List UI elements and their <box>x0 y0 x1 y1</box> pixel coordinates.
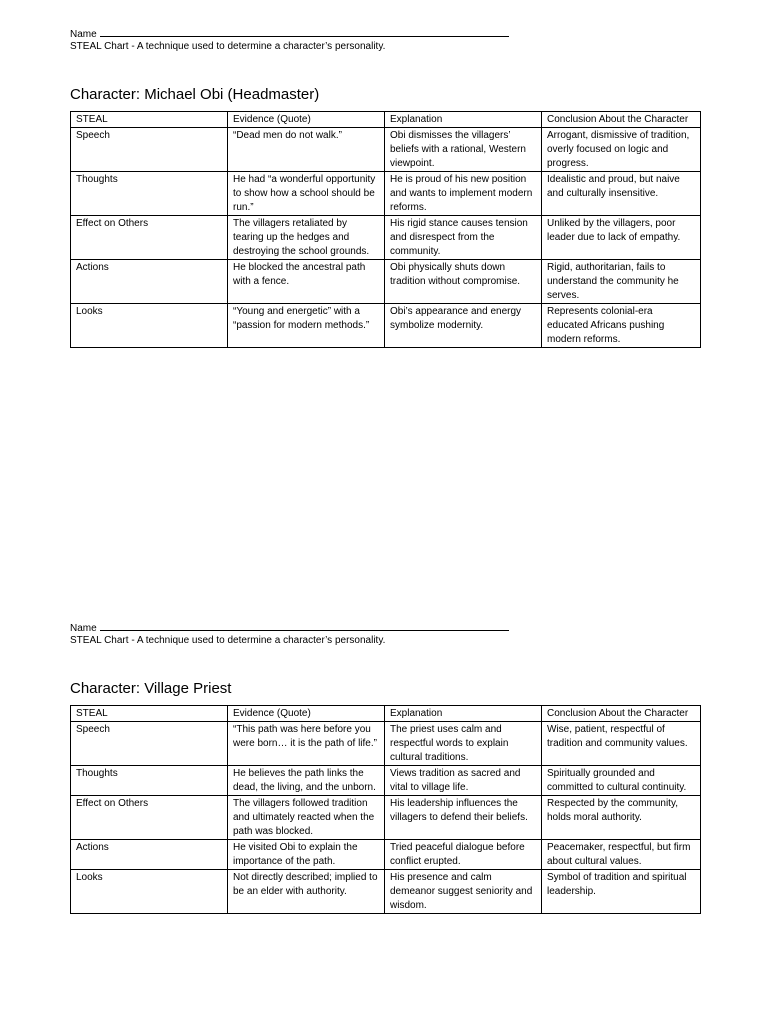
name-blank-line <box>100 27 509 37</box>
table-cell: Symbol of tradition and spiritual leadership. <box>542 870 701 914</box>
header-cell: Conclusion About the Character <box>542 706 701 722</box>
table-cell: Represents colonial-era educated Africans pushing modern reforms. <box>542 304 701 348</box>
table-cell: Effect on Others <box>71 796 228 840</box>
table-row <box>71 216 701 260</box>
table-cell: Actions <box>71 260 228 304</box>
name-field <box>70 27 700 40</box>
character-title: Character: Michael Obi (Headmaster) <box>70 86 320 103</box>
name-label: Name <box>70 29 97 40</box>
table-cell: Obi dismisses the villagers’ beliefs with a rational, Western viewpoint. <box>385 128 542 172</box>
table-cell: Wise, patient, respectful of tradition and community values. <box>542 722 701 766</box>
table-cell: Speech <box>71 722 228 766</box>
table-cell: His rigid stance causes tension and disrespect from the community. <box>385 216 542 260</box>
header-cell: Explanation <box>385 706 542 722</box>
table-cell: Thoughts <box>71 766 228 796</box>
table-cell: Looks <box>71 870 228 914</box>
table-cell: Arrogant, dismissive of tradition, overly focused on logic and progress. <box>542 128 701 172</box>
header-cell: STEAL <box>71 706 228 722</box>
name-blank-line <box>100 621 509 631</box>
table-cell: “Young and energetic” with a “passion for modern methods.” <box>228 304 385 348</box>
table-row <box>71 260 701 304</box>
worksheet-section-1 <box>70 27 700 348</box>
table-cell: He is proud of his new position and wants to implement modern reforms. <box>385 172 542 216</box>
table-row <box>71 172 701 216</box>
table-cell: Idealistic and proud, but naive and culturally insensitive. <box>542 172 701 216</box>
table-row <box>71 722 701 766</box>
header-cell: Evidence (Quote) <box>228 706 385 722</box>
table-row <box>71 870 701 914</box>
steal-table <box>70 705 701 914</box>
table-cell: Effect on Others <box>71 216 228 260</box>
table-cell: Tried peaceful dialogue before conflict erupted. <box>385 840 542 870</box>
header-cell: STEAL <box>71 112 228 128</box>
chart-subtitle: STEAL Chart - A technique used to determine a character’s personality. <box>70 41 386 52</box>
table-cell: He had “a wonderful opportunity to show how a school should be run.” <box>228 172 385 216</box>
table-cell: Rigid, authoritarian, fails to understand the community he serves. <box>542 260 701 304</box>
table-cell: He blocked the ancestral path with a fence. <box>228 260 385 304</box>
chart-subtitle: STEAL Chart - A technique used to determine a character’s personality. <box>70 635 386 646</box>
table-row <box>71 304 701 348</box>
table-header-row <box>71 112 701 128</box>
table-cell: Obi physically shuts down tradition without compromise. <box>385 260 542 304</box>
table-cell: Thoughts <box>71 172 228 216</box>
table-row <box>71 128 701 172</box>
header-cell: Explanation <box>385 112 542 128</box>
table-cell: His leadership influences the villagers to defend their beliefs. <box>385 796 542 840</box>
table-cell: “This path was here before you were born… it is the path of life.” <box>228 722 385 766</box>
name-field <box>70 621 700 634</box>
table-cell: Views tradition as sacred and vital to village life. <box>385 766 542 796</box>
header-cell: Conclusion About the Character <box>542 112 701 128</box>
table-cell: He believes the path links the dead, the living, and the unborn. <box>228 766 385 796</box>
table-cell: Unliked by the villagers, poor leader due to lack of empathy. <box>542 216 701 260</box>
table-row <box>71 796 701 840</box>
table-cell: Looks <box>71 304 228 348</box>
table-cell: The villagers followed tradition and ultimately reacted when the path was blocked. <box>228 796 385 840</box>
table-cell: Spiritually grounded and committed to cultural continuity. <box>542 766 701 796</box>
table-cell: Obi’s appearance and energy symbolize modernity. <box>385 304 542 348</box>
table-cell: Actions <box>71 840 228 870</box>
worksheet-section-2 <box>70 621 700 914</box>
table-header-row <box>71 706 701 722</box>
table-cell: Peacemaker, respectful, but firm about cultural values. <box>542 840 701 870</box>
steal-table <box>70 111 701 348</box>
table-row <box>71 840 701 870</box>
table-cell: His presence and calm demeanor suggest seniority and wisdom. <box>385 870 542 914</box>
table-cell: “Dead men do not walk.” <box>228 128 385 172</box>
table-cell: The priest uses calm and respectful words to explain cultural traditions. <box>385 722 542 766</box>
header-cell: Evidence (Quote) <box>228 112 385 128</box>
table-cell: Not directly described; implied to be an elder with authority. <box>228 870 385 914</box>
character-title: Character: Village Priest <box>70 680 232 697</box>
table-cell: Respected by the community, holds moral authority. <box>542 796 701 840</box>
table-row <box>71 766 701 796</box>
name-label: Name <box>70 623 97 634</box>
table-cell: Speech <box>71 128 228 172</box>
table-cell: He visited Obi to explain the importance of the path. <box>228 840 385 870</box>
table-cell: The villagers retaliated by tearing up the hedges and destroying the school grounds. <box>228 216 385 260</box>
